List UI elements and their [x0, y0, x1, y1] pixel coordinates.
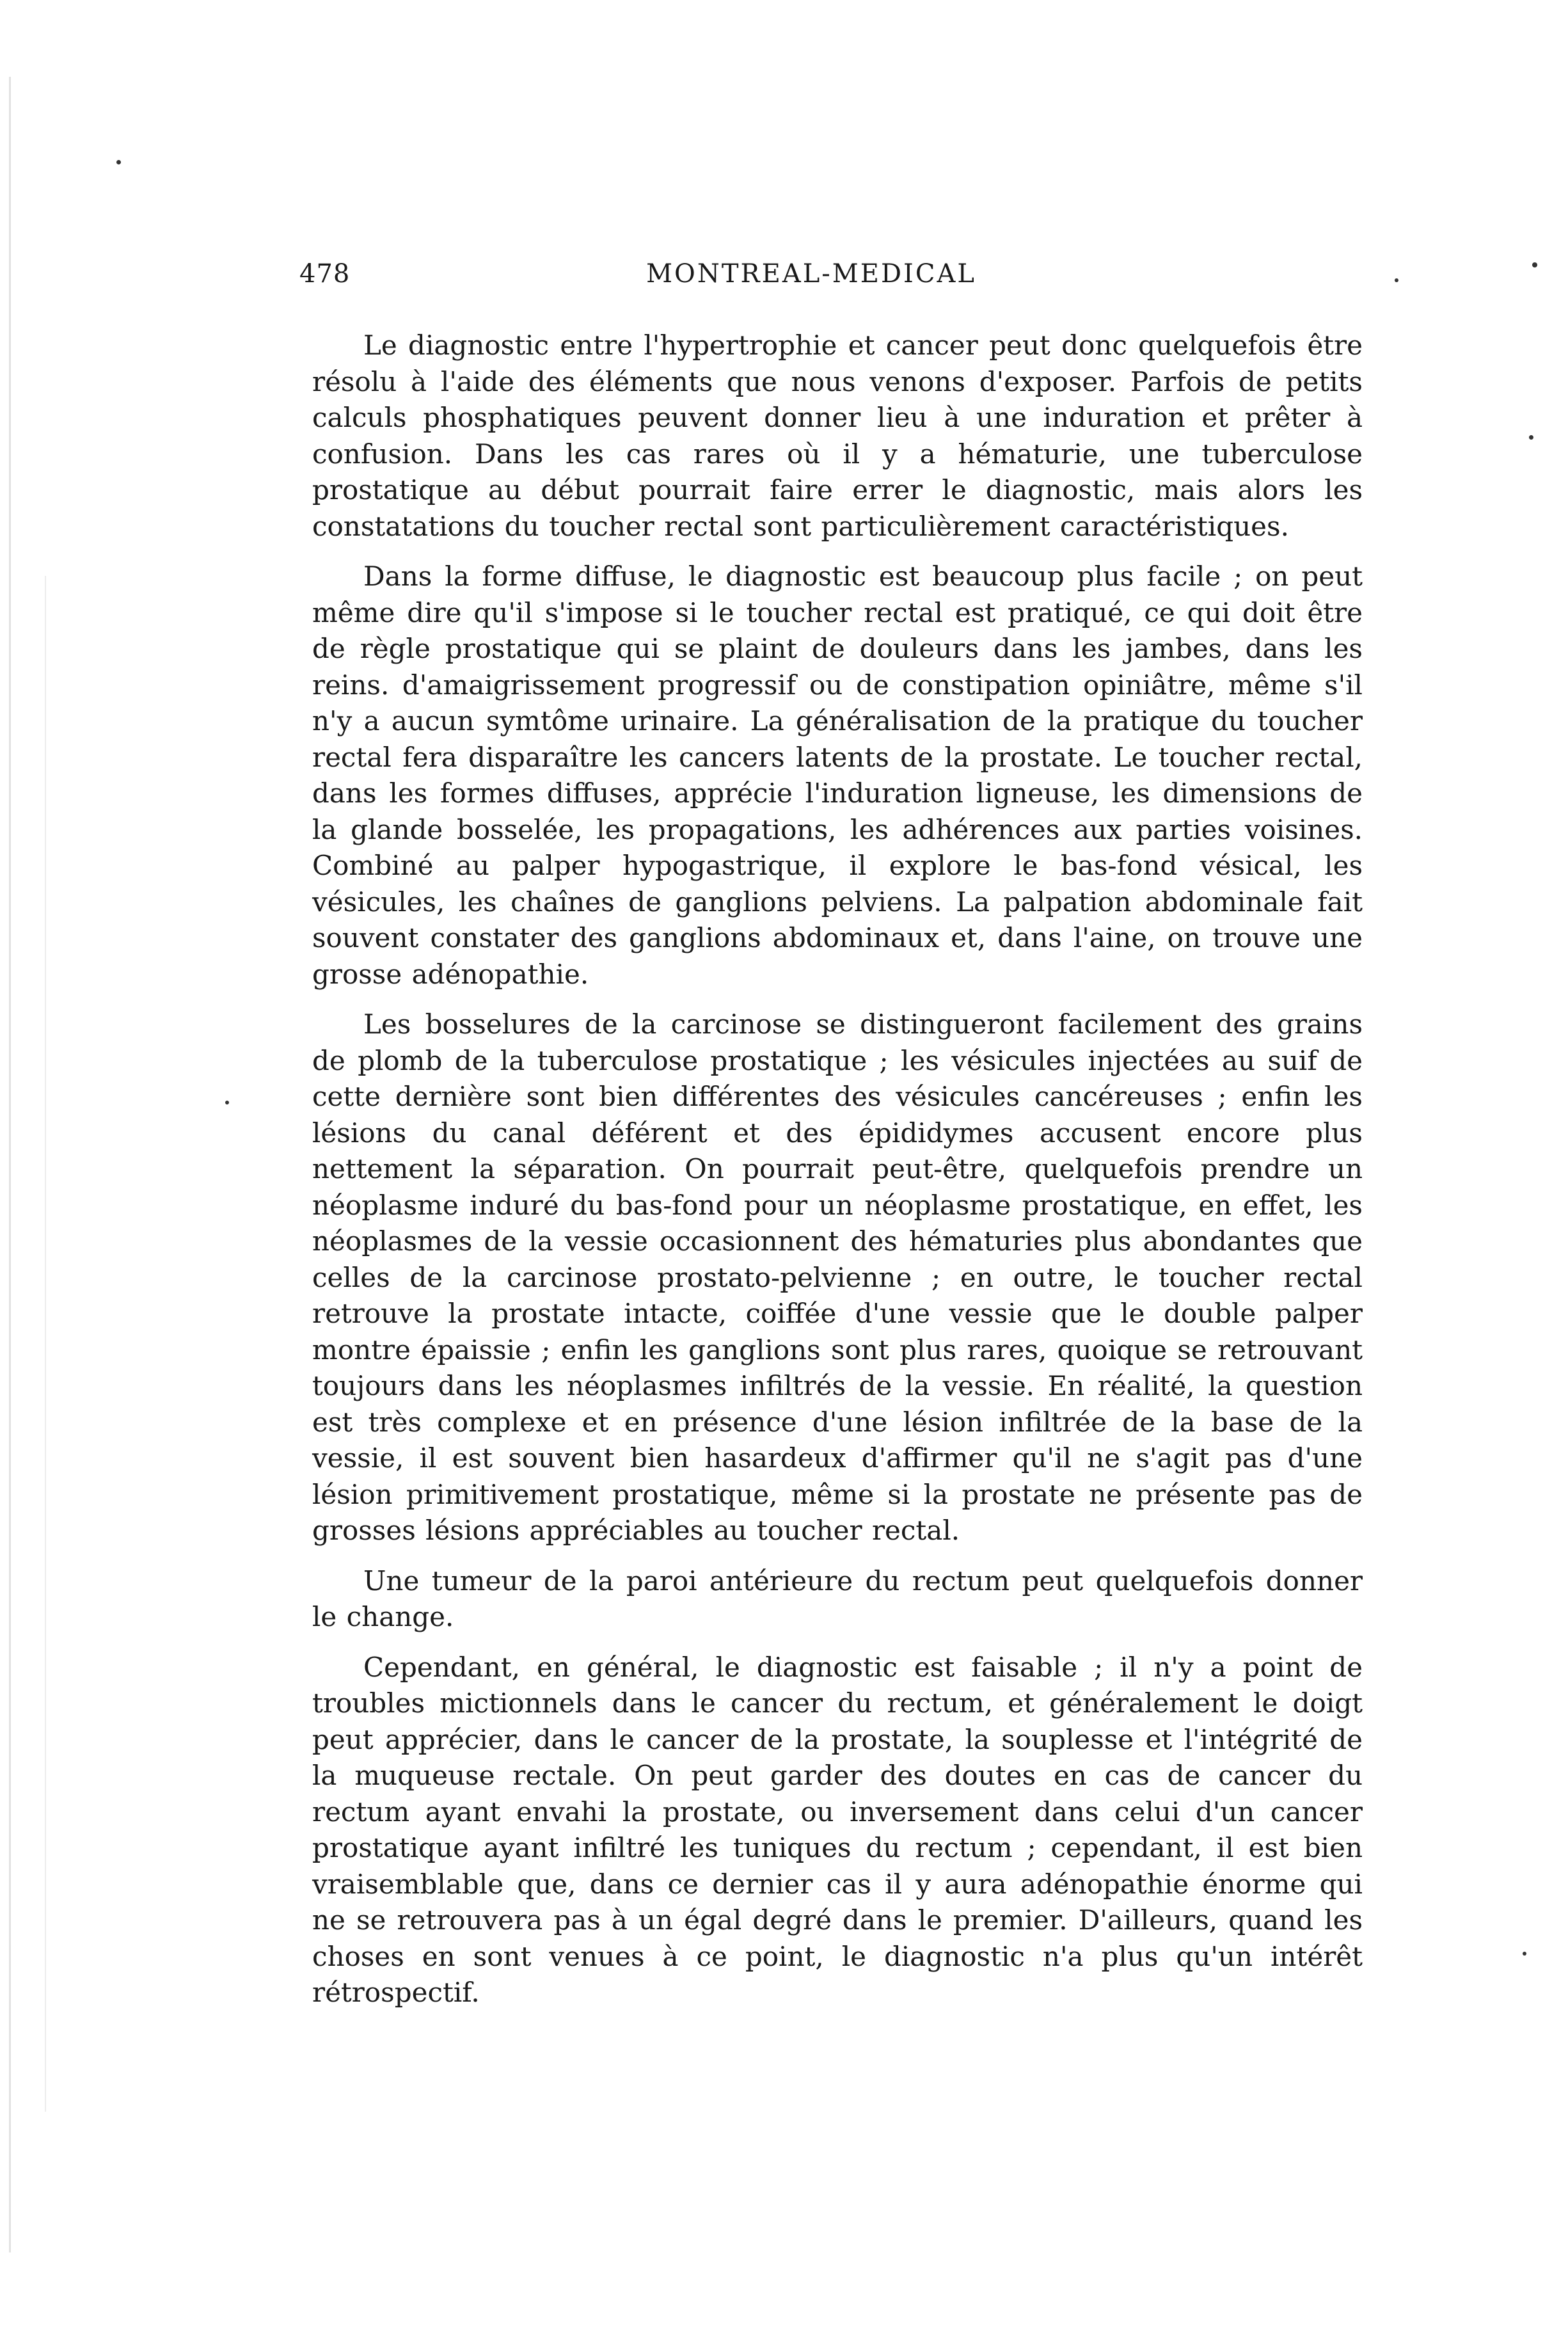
paragraph: Une tumeur de la paroi antérieure du rectum peut quelquefois donner le change.: [312, 1565, 1363, 1632]
paragraph: Le diagnostic entre l'hypertrophie et cancer peut donc quelquefois être résolu à l'aide des éléments que nous venons d'exposer. Parfois de petits calculs phosphatiques peuvent donner lieu à une induration et prêter à confusion. Dans les cas rares où il y a hématurie, une tuberculose prostatique au début pourrait faire errer le diagnostic, mais alors les constatations du toucher rectal sont particulièrement caractéristiques.: [312, 330, 1363, 542]
left-margin-mark: [9, 77, 11, 2252]
paragraph: Cependant, en général, le diagnostic est faisable ; il n'y a point de troubles mictionnels dans le cancer du rectum, et généralement le doigt peut apprécier, dans le cancer de la prostate, la souplesse et l'intégrité de la muqueuse rectale. On peut garder des doutes en cas de cancer du rectum ayant envahi la prostate, ou inversement dans celui d'un cancer prostatique ayant infiltré les tuniques du rectum ; cependant, il est bien vraisemblable que, dans ce dernier cas il y aura adénopathie énorme qui ne se retrouvera pas à un égal degré dans le premier. D'ailleurs, quand les choses en sont venues à ce point, le diagnostic n'a plus qu'un intérêt rétrospectif.: [312, 1651, 1363, 2008]
paragraph: Les bosselures de la carcinose se distingueront facilement des grains de plomb de la tuberculose prostatique ; les vésicules injectées au suif de cette dernière sont bien différentes des vésicules cancéreuses ; enfin les lésions du canal déférent et des épididymes accusent encore plus nettement la séparation. On pourrait peut-être, quelquefois prendre un néoplasme induré du bas-fond pour un néoplasme prostatique, en effet, les néoplasmes de la vessie occasionnent des hématuries plus abondantes que celles de la carcinose prostato-pelvienne ; en outre, le toucher rectal retrouve la prostate intacte, coiffée d'une vessie que le double palper montre épaissie ; enfin les ganglions sont plus rares, quoique se retrouvant toujours dans les néoplasmes infiltrés de la vessie. En réalité, la question est très complexe et en présence d'une lésion infiltrée de la base de la vessie, il est souvent bien hasardeux d'affirmer qu'il ne s'agit pas d'une lésion primitivement prostatique, même si la prostate ne présente pas de grosses lésions appréciables au toucher rectal.: [312, 1008, 1363, 1546]
scan-speck: [116, 160, 121, 164]
scan-speck: [1529, 435, 1533, 440]
running-head: [299, 259, 1349, 298]
journal-title: MONTREAL-MEDICAL: [646, 259, 976, 289]
paragraph: Dans la forme diffuse, le diagnostic est beaucoup plus facile ; on peut même dire qu'il s'impose si le toucher rectal est pratiqué, ce qui doit être de règle prostatique qui se plaint de douleurs dans les jambes, dans les reins. d'amaigrissement progressif ou de constipation opiniâtre, même s'il n'y a aucun symtôme urinaire. La généralisation de la pratique du toucher rectal fera disparaître les cancers latents de la prostate. Le toucher rectal, dans les formes diffuses, apprécie l'induration ligneuse, les dimensions de la glande bosselée, les propagations, les adhérences aux parties voisines. Combiné au palper hypogastrique, il explore le bas-fond vésical, les vésicules, les chaînes de ganglions pelviens. La palpation abdominale fait souvent constater des ganglions abdominaux et, dans l'aine, on trouve une grosse adénopathie.: [312, 561, 1363, 990]
scan-speck: [1532, 262, 1537, 267]
scan-speck: [1523, 1952, 1526, 1956]
scan-speck: [225, 1101, 229, 1104]
scan-speck: [1395, 278, 1398, 282]
left-margin-mark: [45, 576, 46, 2112]
article-body: [312, 328, 1363, 2025]
page-number: 478: [299, 259, 351, 289]
